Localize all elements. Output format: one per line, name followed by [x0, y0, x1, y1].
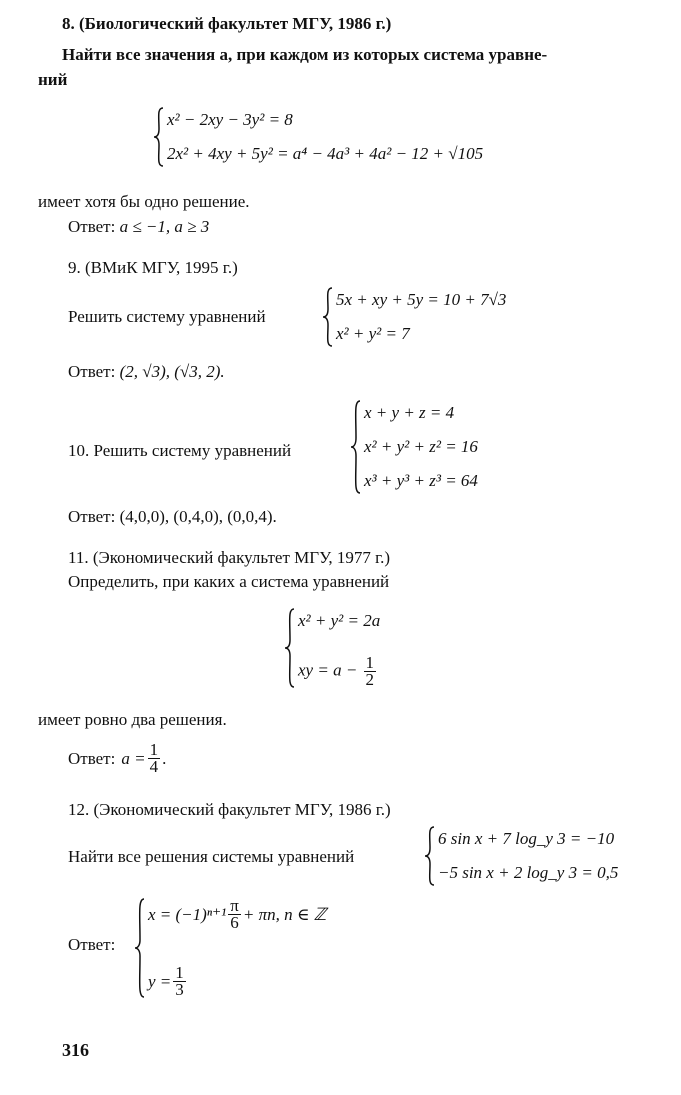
problem-9-equation-1: 5x + xy + 5y = 10 + 7√3: [336, 290, 507, 309]
problem-8-equation-1: x² − 2xy − 3y² = 8: [167, 110, 293, 129]
equation-2-left: xy = a −: [298, 660, 358, 680]
problem-11-tail: имеет ровно два решения.: [38, 710, 227, 729]
problem-8-text-line1: Найти все значения a, при каждом из которых система уравне-: [62, 45, 548, 64]
problem-9-text: Решить систему уравнений: [68, 307, 266, 326]
problem-12-equation-system: [424, 826, 618, 886]
fraction-numerator: 1: [175, 963, 184, 982]
fraction-numerator: 1: [149, 740, 159, 759]
problem-10-answer: [68, 507, 277, 527]
problem-11-heading: 11. (Экономический факультет МГУ, 1977 г.): [68, 548, 391, 567]
problem-12-answer-y: [148, 965, 326, 998]
problem-9-answer: [68, 362, 225, 382]
problem-10-equation-1: x + y + z = 4: [364, 403, 455, 422]
problem-9-heading: 9. (ВМиК МГУ, 1995 г.): [68, 258, 238, 277]
problem-11-equation-2: [298, 655, 380, 688]
answer-tail: .: [162, 748, 167, 768]
answer-x-left: x = (−1)ⁿ⁺¹: [148, 904, 227, 924]
fraction: [364, 655, 377, 688]
problem-11-answer: [68, 742, 166, 775]
problem-8-equation-system: [153, 107, 483, 167]
answer-label: Ответ:: [68, 362, 116, 381]
problem-11-text: Определить, при каких a система уравнений: [68, 572, 390, 591]
answer-value: (4,0,0), (0,4,0), (0,0,4).: [119, 507, 277, 526]
page-number: 316: [62, 1040, 89, 1060]
fraction: [228, 898, 241, 931]
answer-y-left: y =: [148, 971, 172, 991]
problem-12-answer-x: [148, 898, 326, 931]
answer-label: Ответ:: [68, 507, 116, 526]
problem-8-equation-2: 2x² + 4xy + 5y² = a⁴ − 4a³ + 4a² − 12 + √105: [167, 144, 484, 163]
answer-label: Ответ:: [68, 217, 116, 236]
problem-12-equation-2: −5 sin x + 2 log_y 3 = 0,5: [438, 863, 619, 882]
problem-10-text: 10. Решить систему уравнений: [68, 441, 292, 460]
answer-left: a =: [121, 748, 146, 768]
answer-value: (2, √3), (√3, 2).: [119, 362, 225, 381]
fraction-denominator: 2: [365, 670, 375, 689]
brace-icon: [134, 898, 146, 998]
problem-8-answer: [68, 217, 209, 237]
problem-12-heading: 12. (Экономический факультет МГУ, 1986 г.): [68, 800, 391, 819]
problem-12-equation-1: 6 sin x + 7 log_y 3 = −10: [438, 829, 615, 848]
brace-icon: [284, 608, 296, 688]
answer-label: Ответ:: [68, 748, 116, 768]
problem-8-tail: имеет хотя бы одно решение.: [38, 192, 250, 211]
brace-icon: [322, 287, 334, 347]
brace-icon: [153, 107, 165, 167]
answer-value: a ≤ −1, a ≥ 3: [119, 217, 210, 236]
problem-10-equation-2: x² + y² + z² = 16: [364, 437, 478, 456]
brace-icon: [424, 826, 436, 886]
brace-icon: [350, 400, 362, 494]
problem-12-answer-label: Ответ:: [68, 935, 116, 954]
problem-10-equation-3: x³ + y³ + z³ = 64: [364, 471, 478, 490]
fraction-denominator: 6: [230, 913, 239, 932]
problem-9-equation-2: x² + y² = 7: [336, 324, 410, 343]
fraction-numerator: 1: [365, 653, 375, 672]
fraction-numerator: π: [230, 896, 239, 915]
fraction-denominator: 3: [175, 980, 184, 999]
fraction-denominator: 4: [149, 757, 159, 776]
problem-9-equation-system: [322, 287, 506, 347]
problem-11-equation-1: x² + y² = 2a: [298, 611, 381, 630]
problem-12-text: Найти все решения системы уравнений: [68, 847, 355, 866]
problem-11-equation-system: [284, 608, 380, 688]
answer-x-right: + πn, n ∈ ℤ: [242, 904, 327, 924]
problem-10-equation-system: [350, 400, 478, 494]
answer-fraction: [148, 742, 161, 775]
fraction: [173, 965, 186, 998]
problem-8-heading: 8. (Биологический факультет МГУ, 1986 г.): [62, 14, 392, 33]
problem-12-answer-system: [134, 898, 326, 998]
problem-8-text-line2: ний: [38, 70, 68, 89]
